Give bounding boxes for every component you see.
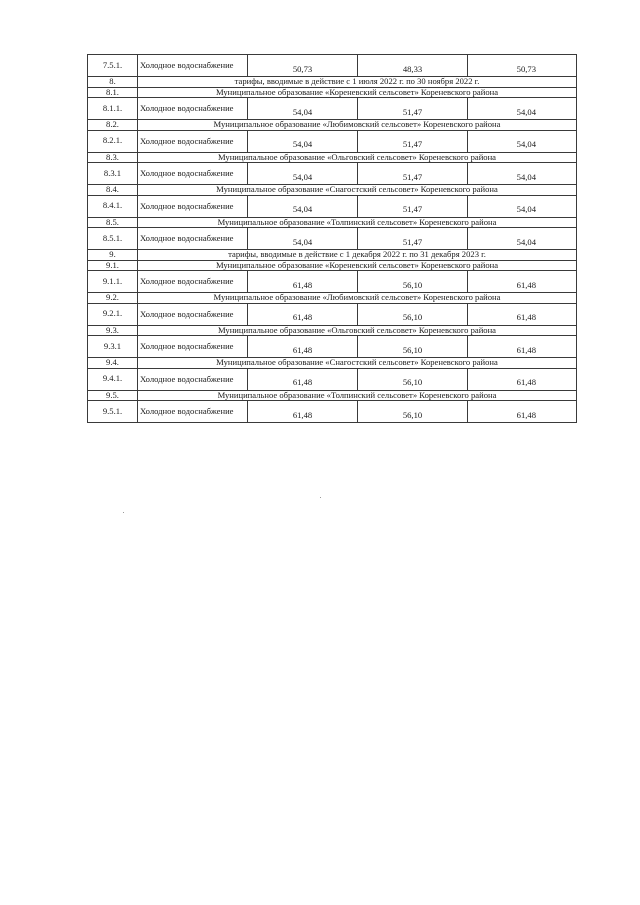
table-row	[88, 271, 577, 293]
row-number: 8.5.1.	[88, 228, 138, 250]
service-name: Холодное водоснабжение	[138, 228, 248, 250]
tariff-value: 51,47	[358, 98, 468, 120]
scan-speck	[320, 497, 321, 498]
tariff-value: 54,04	[468, 130, 577, 152]
section-title: Муниципальное образование «Любимовский сельсовет» Кореневского района	[138, 120, 577, 131]
section-header-row	[88, 260, 577, 271]
row-number: 8.1.1.	[88, 98, 138, 120]
tariff-value: 54,04	[468, 228, 577, 250]
table-row	[88, 336, 577, 358]
section-header-row	[88, 77, 577, 88]
row-number: 8.2.1.	[88, 130, 138, 152]
row-number: 9.5.	[88, 390, 138, 401]
table-row	[88, 55, 577, 77]
service-name: Холодное водоснабжение	[138, 98, 248, 120]
tariff-value: 61,48	[468, 271, 577, 293]
section-header-row	[88, 325, 577, 336]
section-title: Муниципальное образование «Толпинский сельсовет» Кореневского района	[138, 217, 577, 228]
row-number: 8.5.	[88, 217, 138, 228]
tariff-value: 61,48	[248, 336, 358, 358]
table-row	[88, 368, 577, 390]
section-header-row	[88, 358, 577, 369]
table-row	[88, 163, 577, 185]
row-number: 9.	[88, 250, 138, 261]
table-row	[88, 401, 577, 423]
tariff-value: 50,73	[468, 55, 577, 77]
service-name: Холодное водоснабжение	[138, 271, 248, 293]
section-header-row	[88, 185, 577, 196]
section-header-row	[88, 217, 577, 228]
row-number: 8.3.1	[88, 163, 138, 185]
section-title: Муниципальное образование «Ольговский сельсовет» Кореневского района	[138, 152, 577, 163]
tariff-table	[87, 54, 577, 423]
section-title: Муниципальное образование «Кореневский сельсовет» Кореневского района	[138, 260, 577, 271]
row-number: 9.1.	[88, 260, 138, 271]
tariff-value: 54,04	[248, 130, 358, 152]
tariff-value: 56,10	[358, 401, 468, 423]
row-number: 8.1.	[88, 87, 138, 98]
row-number: 8.2.	[88, 120, 138, 131]
tariff-value: 48,33	[358, 55, 468, 77]
tariff-value: 61,48	[248, 271, 358, 293]
row-number: 8.3.	[88, 152, 138, 163]
tariff-value: 61,48	[468, 303, 577, 325]
row-number: 7.5.1.	[88, 55, 138, 77]
row-number: 9.4.1.	[88, 368, 138, 390]
tariff-value: 61,48	[468, 368, 577, 390]
table-row	[88, 98, 577, 120]
tariff-value: 54,04	[468, 195, 577, 217]
tariff-value: 51,47	[358, 228, 468, 250]
table-row	[88, 195, 577, 217]
section-title: Муниципальное образование «Любимовский сельсовет» Кореневского района	[138, 293, 577, 304]
tariff-value: 51,47	[358, 130, 468, 152]
section-title: Муниципальное образование «Снагостский сельсовет» Кореневского района	[138, 185, 577, 196]
section-title: Муниципальное образование «Толпинский сельсовет» Кореневского района	[138, 390, 577, 401]
tariff-value: 54,04	[248, 228, 358, 250]
row-number: 8.4.1.	[88, 195, 138, 217]
tariff-value: 61,48	[468, 336, 577, 358]
table-row	[88, 130, 577, 152]
service-name: Холодное водоснабжение	[138, 336, 248, 358]
table-row	[88, 228, 577, 250]
row-number: 9.2.1.	[88, 303, 138, 325]
section-header-row	[88, 293, 577, 304]
tariff-value: 54,04	[468, 98, 577, 120]
section-title: Муниципальное образование «Кореневский сельсовет» Кореневского района	[138, 87, 577, 98]
section-title: Муниципальное образование «Ольговский сельсовет» Кореневского района	[138, 325, 577, 336]
tariff-value: 51,47	[358, 163, 468, 185]
tariff-value: 54,04	[248, 195, 358, 217]
service-name: Холодное водоснабжение	[138, 55, 248, 77]
section-header-row	[88, 120, 577, 131]
service-name: Холодное водоснабжение	[138, 163, 248, 185]
tariff-value: 54,04	[248, 98, 358, 120]
section-title: тарифы, вводимые в действие с 1 декабря 2022 г. по 31 декабря 2023 г.	[138, 250, 577, 261]
row-number: 9.2.	[88, 293, 138, 304]
service-name: Холодное водоснабжение	[138, 401, 248, 423]
tariff-value: 61,48	[248, 303, 358, 325]
service-name: Холодное водоснабжение	[138, 195, 248, 217]
row-number: 9.3.	[88, 325, 138, 336]
tariff-value: 56,10	[358, 336, 468, 358]
section-header-row	[88, 152, 577, 163]
tariff-value: 54,04	[468, 163, 577, 185]
tariff-value: 56,10	[358, 368, 468, 390]
tariff-value: 61,48	[248, 401, 358, 423]
tariff-value: 61,48	[248, 368, 358, 390]
section-title: Муниципальное образование «Снагостский сельсовет» Кореневского района	[138, 358, 577, 369]
service-name: Холодное водоснабжение	[138, 130, 248, 152]
table-row	[88, 303, 577, 325]
row-number: 9.4.	[88, 358, 138, 369]
row-number: 8.	[88, 77, 138, 88]
tariff-value: 54,04	[248, 163, 358, 185]
section-title: тарифы, вводимые в действие с 1 июля 2022 г. по 30 ноября 2022 г.	[138, 77, 577, 88]
row-number: 8.4.	[88, 185, 138, 196]
tariff-table-body	[88, 55, 577, 423]
section-header-row	[88, 390, 577, 401]
section-header-row	[88, 87, 577, 98]
row-number: 9.5.1.	[88, 401, 138, 423]
row-number: 9.3.1	[88, 336, 138, 358]
tariff-value: 56,10	[358, 303, 468, 325]
scan-speck	[123, 512, 124, 513]
section-header-row	[88, 250, 577, 261]
row-number: 9.1.1.	[88, 271, 138, 293]
tariff-value: 56,10	[358, 271, 468, 293]
tariff-value: 50,73	[248, 55, 358, 77]
service-name: Холодное водоснабжение	[138, 303, 248, 325]
service-name: Холодное водоснабжение	[138, 368, 248, 390]
tariff-value: 51,47	[358, 195, 468, 217]
tariff-value: 61,48	[468, 401, 577, 423]
